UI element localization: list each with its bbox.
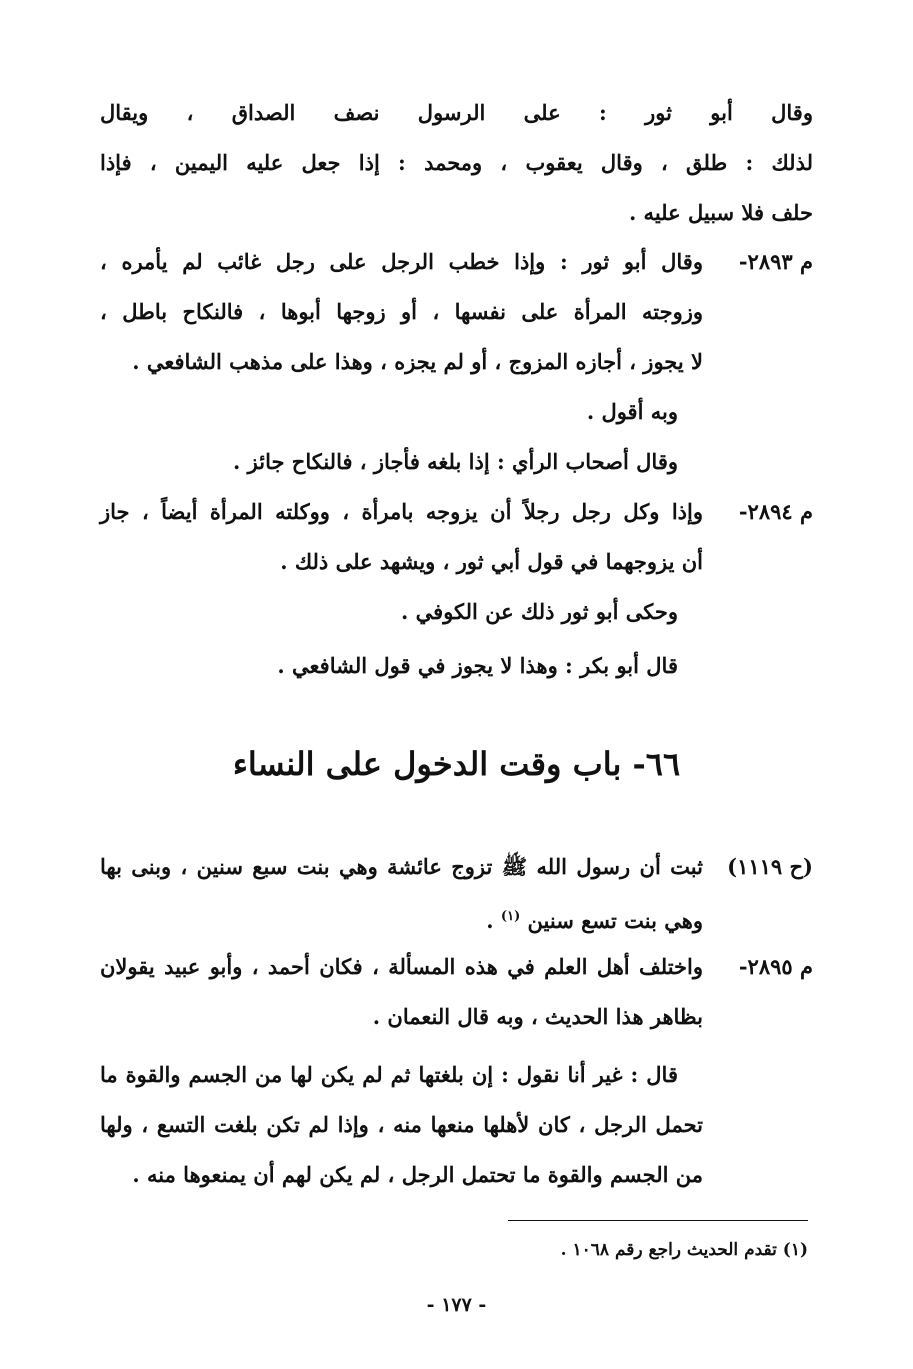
text-line: قال : غير أنا نقول : إن بلغتها ثم لم يكن لها من الجسم والقوة ما bbox=[100, 1062, 678, 1087]
text-line: وقال أبو ثور : على الرسول نصف الصداق ، ويقال bbox=[100, 100, 813, 125]
text-line: واختلف أهل العلم في هذه المسألة ، فكان أحمد ، وأبو عبيد يقولان bbox=[100, 954, 703, 979]
text-line: لا يجوز ، أجازه المزوج ، أو لم يجزه ، وهذا على مذهب الشافعي . bbox=[132, 349, 703, 374]
text-line: من الجسم والقوة ما تحتمل الرجل ، لم يكن لهم أن يمنعوها منه . bbox=[132, 1162, 703, 1187]
text-line: وحكى أبو ثور ذلك عن الكوفي . bbox=[401, 599, 678, 624]
footnote: (١) تقدم الحديث راجع رقم ١٠٦٨ . bbox=[560, 1240, 808, 1260]
issue-number: م ٢٨٩٤- bbox=[738, 499, 813, 524]
text-line: وبه أقول . bbox=[586, 399, 678, 424]
footnote-reference: (١) bbox=[500, 909, 521, 924]
text-span: . bbox=[486, 908, 494, 933]
text-line: وزوجته المرأة على نفسها ، أو زوجها أبوها ، فالنكاح باطل ، bbox=[100, 299, 703, 324]
text-line: وإذا وكل رجل رجلاً أن يزوجه بامرأة ، ووكلته المرأة أيضاً ، جاز bbox=[100, 499, 703, 524]
text-line: حلف فلا سبيل عليه . bbox=[628, 200, 813, 225]
page-number: - ١٧٧ - bbox=[426, 1294, 487, 1316]
text-line: وقال أبو ثور : وإذا خطب الرجل على رجل غائب لم يأمره ، bbox=[100, 249, 703, 274]
issue-number: م ٢٨٩٥- bbox=[738, 954, 813, 979]
text-line: أن يزوجهما في قول أبي ثور ، ويشهد على ذلك . bbox=[280, 549, 703, 574]
text-line: تحمل الرجل ، كان لأهلها منعها منه ، وإذا لم تكن بلغت التسع ، ولها bbox=[100, 1112, 703, 1137]
text-line: وقال أصحاب الرأي : إذا بلغه فأجاز ، فالنكاح جائز . bbox=[233, 449, 678, 474]
text-line-with-footnote-ref bbox=[486, 902, 703, 936]
text-span: وهي بنت تسع سنين bbox=[527, 908, 703, 933]
text-line: قال أبو بكر : وهذا لا يجوز في قول الشافعي . bbox=[277, 653, 678, 678]
issue-number: م ٢٨٩٣- bbox=[738, 249, 813, 274]
footnote-divider bbox=[508, 1220, 808, 1221]
text-line: بظاهر هذا الحديث ، وبه قال النعمان . bbox=[372, 1004, 703, 1029]
text-line: ثبت أن رسول الله ﷺ تزوج عائشة وهي بنت سبع سنين ، وبنى بها bbox=[100, 854, 703, 879]
chapter-heading: ٦٦- باب وقت الدخول على النساء bbox=[232, 745, 681, 783]
hadith-number: (ح ١١١٩) bbox=[727, 854, 813, 879]
text-line: لذلك : طلق ، وقال يعقوب ، ومحمد : إذا جعل عليه اليمين ، فإذا bbox=[100, 150, 813, 175]
